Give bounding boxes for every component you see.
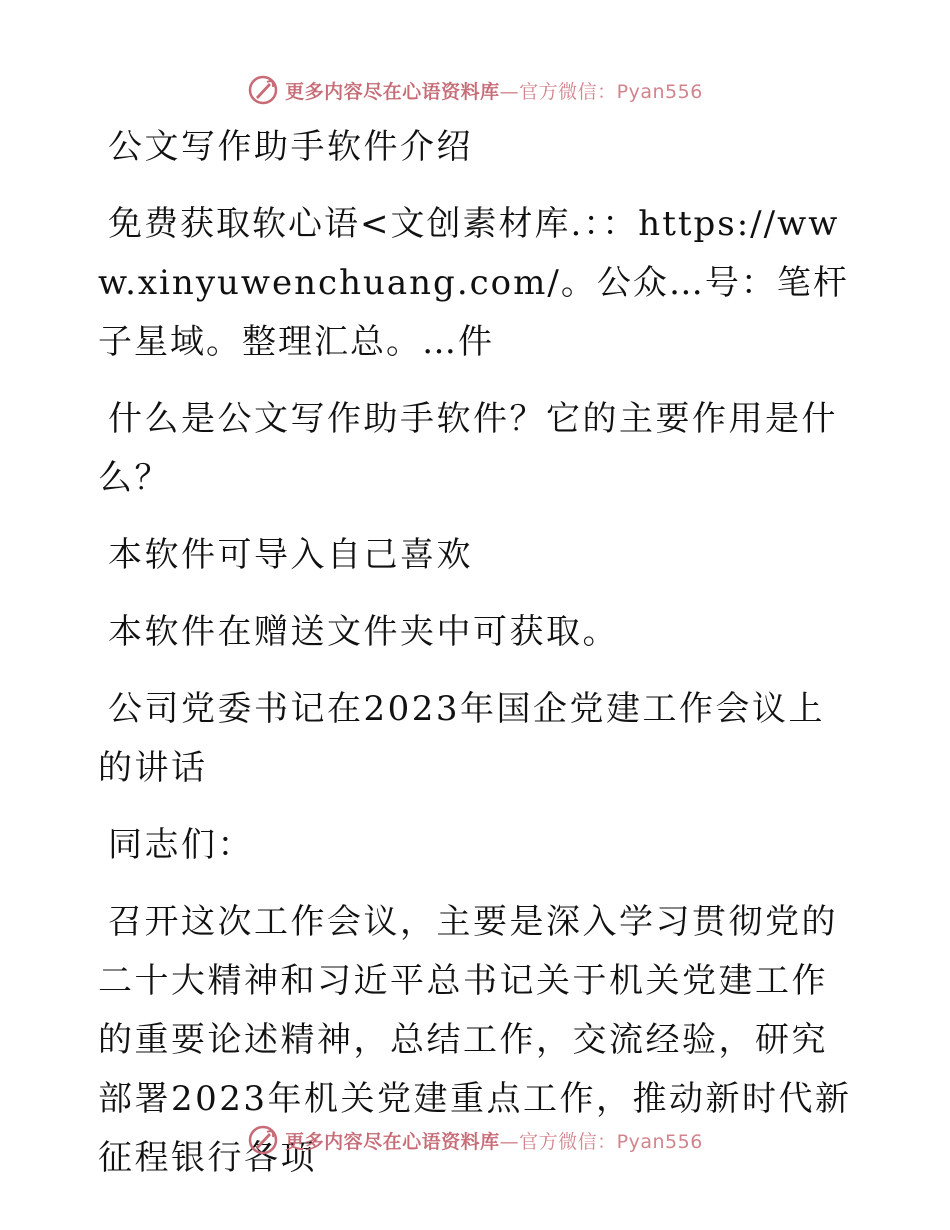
body-paragraph: 召开这次工作会议，主要是深入学习贯彻党的二十大精神和习近平总书记关于机关党建工作的重要论述精神，总结工作，交流经验，研究部署2023年机关党建重点工作，推动新时代新征程银行各项	[98, 902, 852, 1178]
import-line: 本软件可导入自己喜欢	[108, 535, 473, 575]
salutation: 同志们：	[108, 825, 254, 865]
watermark-text: 更多内容尽在心语资料库—官方微信：Pyan556	[285, 1130, 703, 1153]
question-paragraph: 什么是公文写作助手软件？它的主要作用是什么？	[98, 399, 838, 498]
document-body	[98, 118, 858, 1206]
watermark-text: 更多内容尽在心语资料库—官方微信：Pyan556	[285, 80, 703, 103]
folder-line: 本软件在赠送文件夹中可获取。	[108, 612, 619, 652]
promo-paragraph: 免费获取软心语<文创素材库.：：https://www.xinyuwenchuang.com/。公众…号：笔杆子星域。整理汇总。…件	[98, 204, 849, 362]
footer-watermark	[0, 1122, 950, 1158]
quill-pen-logo-icon	[247, 74, 279, 106]
quill-pen-logo-icon	[247, 1124, 279, 1156]
header-watermark	[0, 72, 950, 108]
document-title: 公文写作助手软件介绍	[108, 127, 473, 167]
speech-title: 公司党委书记在2023年国企党建工作会议上的讲话	[98, 689, 826, 788]
